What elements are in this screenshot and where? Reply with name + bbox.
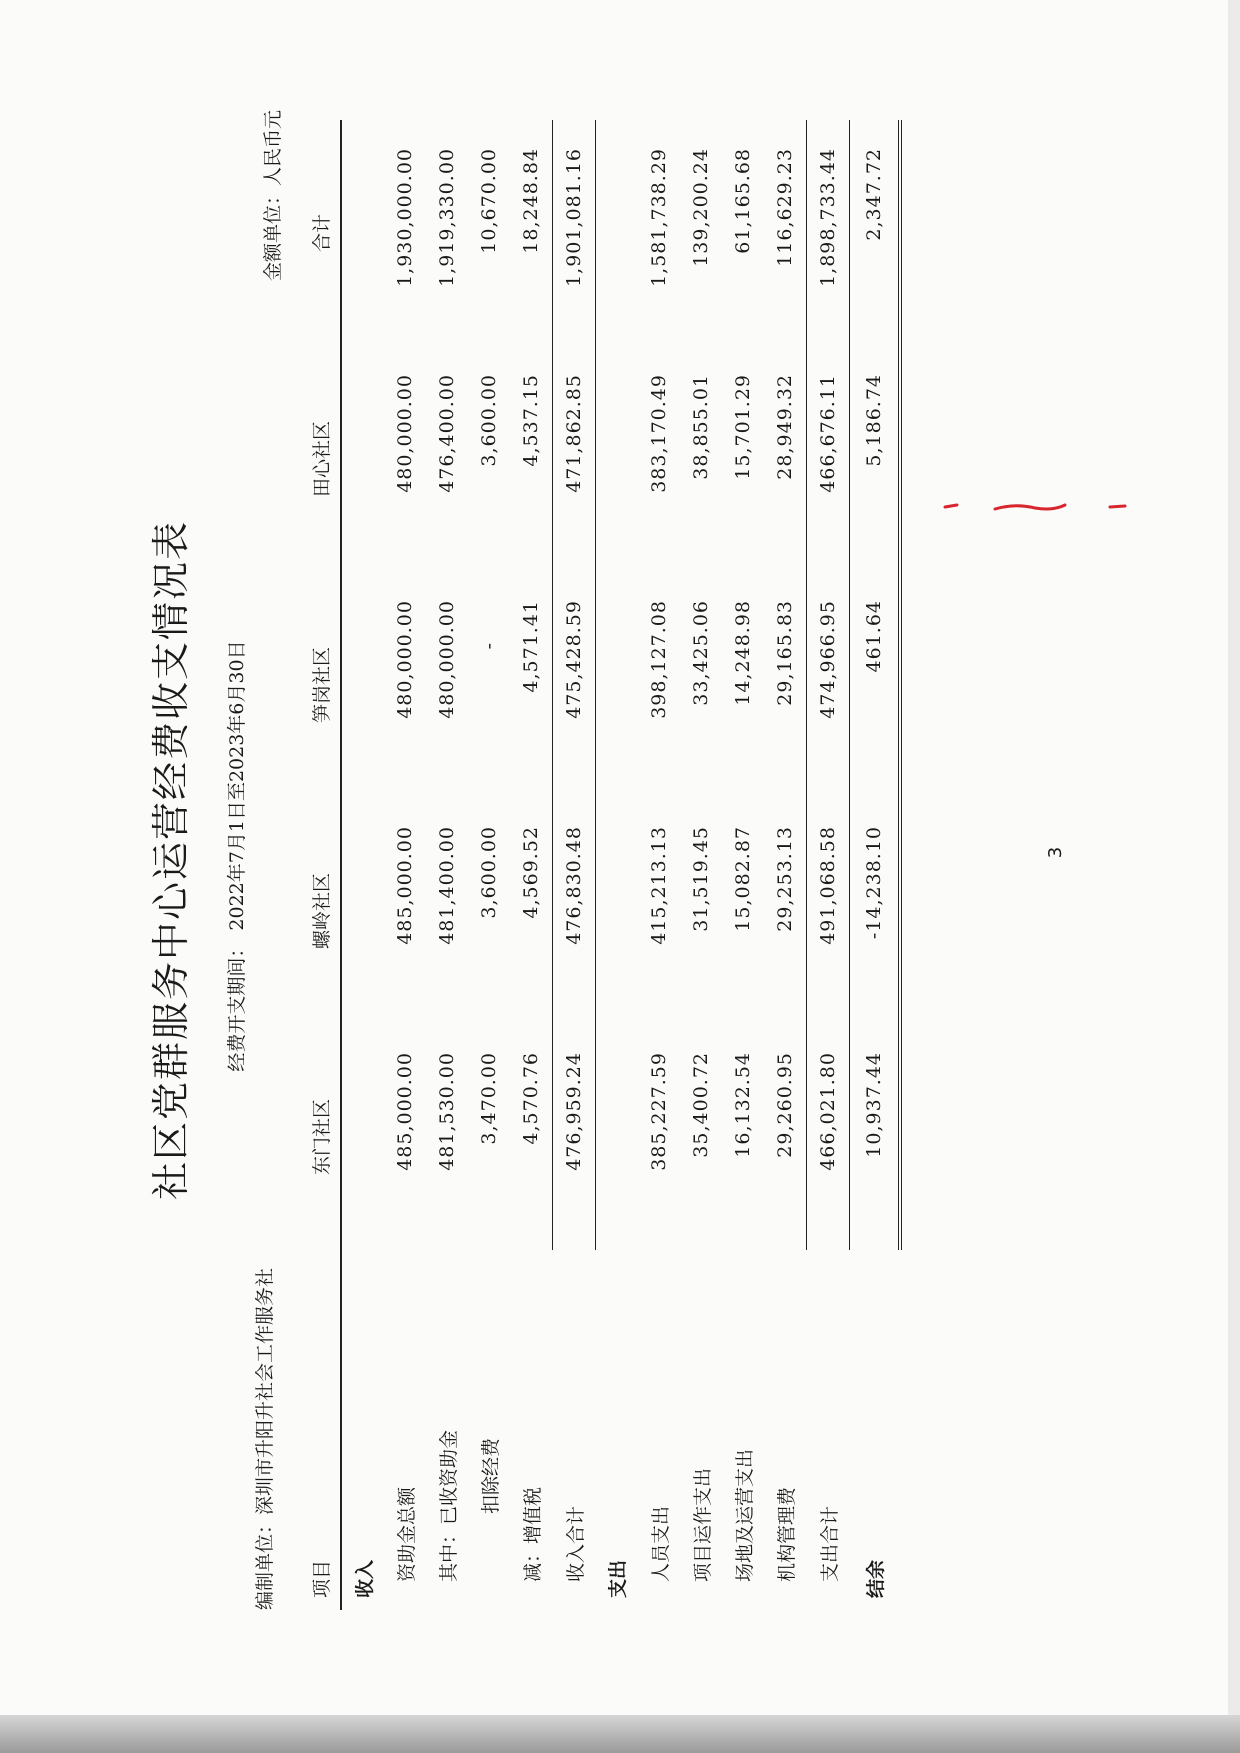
value-cell: 474,966.95 [807, 572, 850, 798]
period-value: 2022年7月1日至2023年6月30日 [226, 640, 248, 931]
row-label: 收入 [353, 1559, 376, 1598]
row-label: 收入合计 [564, 1505, 587, 1582]
value-cell [341, 120, 384, 346]
table-row [596, 120, 639, 1610]
value-cell: 481,530.00 [436, 1052, 458, 1171]
value-cell: 4,569.52 [520, 826, 542, 919]
row-label: 场地及运营支出 [733, 1448, 756, 1582]
row-label: 结余 [865, 1559, 888, 1598]
value-cell: 3,600.00 [478, 826, 500, 919]
row-label: 项目运作支出 [691, 1467, 714, 1582]
period-label: 经费开支期间： [226, 938, 248, 1072]
row-label: 资助金总额 [395, 1486, 418, 1582]
value-cell [596, 1024, 639, 1250]
value-cell: 471,862.85 [553, 346, 596, 572]
page-number: 3 [1045, 846, 1067, 859]
value-cell: 38,855.01 [690, 374, 712, 480]
table-row [722, 120, 764, 1610]
value-cell: 10,937.44 [850, 1024, 901, 1250]
value-cell: 480,000.00 [394, 600, 416, 719]
table-row [468, 120, 510, 1610]
value-cell: 1,898,733.44 [807, 120, 850, 346]
value-cell: 385,227.59 [648, 1052, 670, 1171]
value-cell: 476,830.48 [553, 798, 596, 1024]
value-cell: 16,132.54 [732, 1052, 754, 1158]
period-line [222, 110, 249, 1610]
rotated-document [140, 110, 1060, 1610]
header-cell: 螺岭社区 [300, 798, 341, 1024]
value-cell: 398,127.08 [648, 600, 670, 719]
table-row [850, 120, 901, 1610]
value-cell: 485,000.00 [394, 1052, 416, 1171]
value-cell: 4,571.41 [520, 600, 542, 693]
unit-line: 金额单位：人民币元 [262, 110, 284, 282]
row-label: 支出合计 [818, 1505, 841, 1582]
value-cell: 485,000.00 [394, 826, 416, 945]
value-cell: 415,213.13 [648, 826, 670, 945]
value-cell: 29,253.13 [774, 826, 796, 932]
value-cell: 116,629.23 [774, 148, 796, 267]
row-label: 扣除经费 [479, 1437, 502, 1514]
value-cell: 28,949.32 [774, 374, 796, 480]
value-cell: 29,260.95 [774, 1052, 796, 1158]
value-cell: 1,901,081.16 [553, 120, 596, 346]
value-cell: 14,248.98 [732, 600, 754, 706]
value-cell [341, 798, 384, 1024]
value-cell: 2,347.72 [850, 120, 901, 346]
value-cell: 10,670.00 [478, 148, 500, 254]
value-cell: 15,701.29 [732, 374, 754, 480]
value-cell: 461.64 [850, 572, 901, 798]
value-cell: 5,186.74 [850, 346, 901, 572]
finance-table [300, 120, 902, 1610]
value-cell: 139,200.24 [690, 148, 712, 267]
value-cell: 1,930,000.00 [394, 148, 416, 287]
table-row [341, 120, 384, 1610]
value-cell: 475,428.59 [553, 572, 596, 798]
header-cell: 东门社区 [300, 1024, 341, 1250]
red-stamp-mark [935, 497, 1135, 517]
header-cell: 笋岗社区 [300, 572, 341, 798]
document-title: 社区党群服务中心运营经费收支情况表 [149, 520, 193, 1201]
value-cell: 383,170.49 [648, 374, 670, 493]
value-cell: 466,676.11 [807, 346, 850, 572]
org-line: 编制单位：深圳市升阳升社会工作服务社 [254, 1267, 276, 1610]
value-cell [341, 572, 384, 798]
table-row [384, 120, 426, 1610]
table-row [426, 120, 468, 1610]
row-label: 人员支出 [649, 1505, 672, 1582]
header-row [300, 120, 341, 1610]
value-cell: 466,021.80 [807, 1024, 850, 1250]
row-label: 其中：已收资助金 [437, 1429, 460, 1582]
value-cell: 1,581,738.29 [648, 148, 670, 287]
value-cell [596, 346, 639, 572]
value-cell: 1,919,330.00 [436, 148, 458, 287]
row-label: 减：增值税 [521, 1486, 544, 1582]
value-cell: 480,000.00 [436, 600, 458, 719]
value-cell: 29,165.83 [774, 600, 796, 706]
value-cell: 4,537.15 [520, 374, 542, 467]
value-cell: 491,068.58 [807, 798, 850, 1024]
value-cell: - [478, 642, 500, 650]
value-cell: 31,519.45 [690, 826, 712, 932]
table-row [510, 120, 553, 1610]
value-cell: 33,425.06 [690, 600, 712, 706]
table-row [553, 120, 596, 1610]
value-cell: 15,082.87 [732, 826, 754, 932]
value-cell [596, 120, 639, 346]
value-cell: 35,400.72 [690, 1052, 712, 1158]
header-cell: 合计 [300, 120, 341, 346]
value-cell: 476,959.24 [553, 1024, 596, 1250]
value-cell [341, 346, 384, 572]
value-cell: 480,000.00 [394, 374, 416, 493]
value-cell [341, 1024, 384, 1250]
value-cell: 4,570.76 [520, 1052, 542, 1145]
scanner-edge [0, 1715, 1240, 1753]
table-row [764, 120, 807, 1610]
row-label: 机构管理费 [775, 1486, 798, 1582]
table-row [807, 120, 850, 1610]
header-cell: 项目 [300, 1250, 341, 1610]
value-cell [596, 572, 639, 798]
value-cell: 3,470.00 [478, 1052, 500, 1145]
value-cell: 481,400.00 [436, 826, 458, 945]
value-cell: 61,165.68 [732, 148, 754, 254]
header-cell: 田心社区 [300, 346, 341, 572]
table-row [680, 120, 722, 1610]
value-cell: -14,238.10 [850, 798, 901, 1024]
value-cell: 476,400.00 [436, 374, 458, 493]
value-cell: 18,248.84 [520, 148, 542, 254]
row-label: 支出 [607, 1559, 630, 1598]
value-cell: 3,600.00 [478, 374, 500, 467]
table-row [638, 120, 680, 1610]
value-cell [596, 798, 639, 1024]
